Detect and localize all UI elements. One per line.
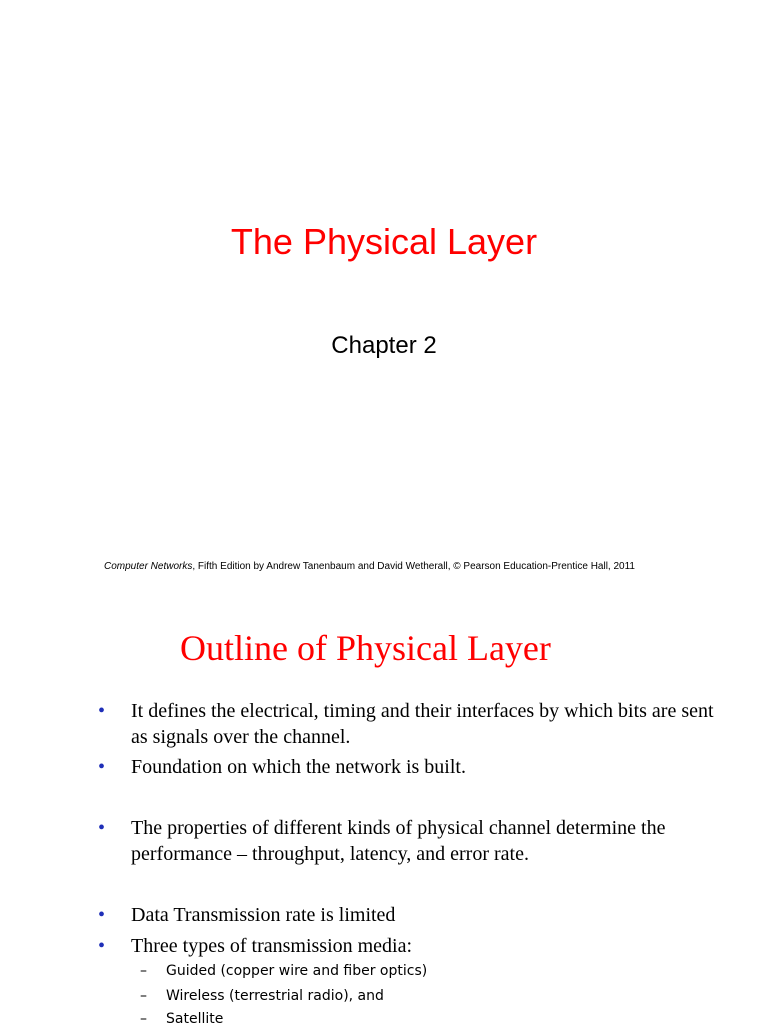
bullet-icon: • [98,700,106,722]
citation-book-title: Computer Networks [104,561,193,572]
outline-slide [0,594,768,1027]
dash-icon: – [140,963,147,979]
bullet-text: Three types of transmission media: [131,935,413,957]
slide-subtitle: Chapter 2 [331,332,437,359]
citation [104,560,635,574]
bullet-icon: • [98,935,106,957]
bullet-icon: • [98,756,106,778]
bullet-text: The properties of different kinds of physical channel determine the performance – throughput, latency, and error rate. [131,817,666,865]
slide-title: Outline of Physical Layer [180,628,551,668]
bullet-icon: • [98,904,106,926]
sub-bullet-text: Wireless (terrestrial radio), and [166,988,384,1004]
dash-icon: – [140,988,147,1004]
citation-details: , Fifth Edition by Andrew Tanenbaum and David Wetherall, © Pearson Education-Prentice Hall, 2011 [192,561,635,572]
bullet-text: Data Transmission rate is limited [131,904,396,926]
bullet-text: Foundation on which the network is built. [131,756,466,778]
sub-bullet-text: Guided (copper wire and fiber optics) [166,963,428,979]
slide-title: The Physical Layer [230,221,538,262]
bullet-text: It defines the electrical, timing and their interfaces by which bits are sent as signals over the channel. [131,700,714,748]
dash-icon: – [140,1011,147,1027]
bullet-icon: • [98,817,106,839]
sub-bullet-text: Satellite [166,1011,224,1027]
